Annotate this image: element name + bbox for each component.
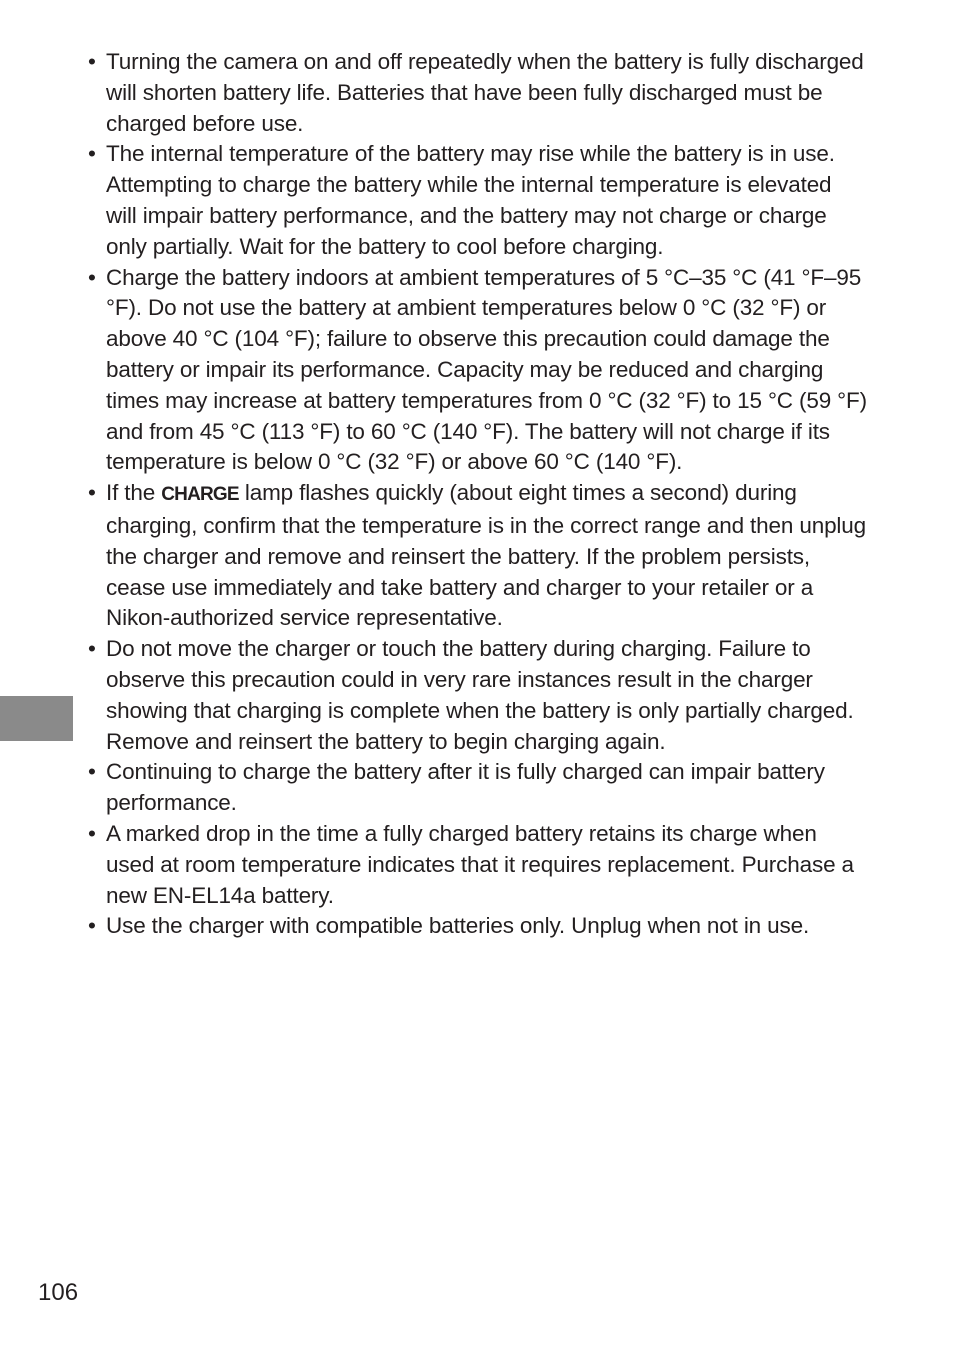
list-item xyxy=(88,263,868,479)
bullet-text: Do not move the charger or touch the battery during charging. Failure to observe this precaution could in very rare instances result in the charger showing that charging is complete when the battery is only partially charged. Remove and reinsert the battery to begin charging again. xyxy=(106,636,854,754)
bullet-text: Use the charger with compatible batteries only. Unplug when not in use. xyxy=(106,913,810,939)
bullet-text xyxy=(106,478,868,634)
page-number: 106 xyxy=(38,1279,79,1306)
bullet-text-after: lamp flashes quickly (about eight times a second) during charging, confirm that the temperature is in the correct range and then unplug the charger and remove and reinsert the battery. If the problem persists, cease use immediately and take battery and charger to your retailer or a Nikon-authorized service representative. xyxy=(106,480,867,631)
list-item xyxy=(88,757,868,819)
list-item xyxy=(88,819,868,911)
bullet-text: Turning the camera on and off repeatedly when the battery is fully discharged will shorten battery life. Batteries that have been fully discharged must be charged before use. xyxy=(106,49,864,136)
list-item xyxy=(88,47,868,139)
list-item xyxy=(88,139,868,262)
bullet-marker: • xyxy=(88,759,96,785)
list-item xyxy=(88,911,868,942)
bullet-text: Continuing to charge the battery after it is fully charged can impair battery performance. xyxy=(106,759,825,816)
bullet-text-before: If the xyxy=(106,480,162,506)
bullet-marker: • xyxy=(88,141,96,167)
bullet-marker: • xyxy=(88,913,96,939)
bullet-list xyxy=(88,47,868,942)
bullet-marker: • xyxy=(88,49,96,74)
list-item xyxy=(88,478,868,634)
bullet-text: A marked drop in the time a fully charged battery retains its charge when used at room temperature indicates that it requires replacement. Purchase a new EN-EL14a battery. xyxy=(106,820,854,908)
bullet-marker: • xyxy=(88,480,96,506)
bullet-marker: • xyxy=(88,636,96,662)
bullet-text: Charge the battery indoors at ambient temperatures of 5 °C–35 °C (41 °F–95 °F). Do not use the battery at ambient temperatures below 0 °C (32 °F) or above 40 °C (104 °F); failure to observe this precaution could damage the battery or impair its performance. Capacity may be reduced and charging times may increase at battery temperatures from 0 °C (32 °F) to 15 °C (59 °F) and from 45 °C (113 °F) to 60 °C (140 °F). The battery will not charge if its temperature is below 0 °C (32 °F) or above 60 °C (140 °F). xyxy=(106,264,867,475)
section-tab xyxy=(0,696,73,741)
charge-lamp-label: CHARGE xyxy=(161,484,239,506)
bullet-text: The internal temperature of the battery may rise while the battery is in use. Attempting to charge the battery while the internal temperature is elevated will impair battery performance, and the battery may not charge or charge only partially. Wait for the battery to cool before charging. xyxy=(106,141,835,259)
list-item xyxy=(88,634,868,757)
bullet-marker: • xyxy=(88,820,96,846)
bullet-marker: • xyxy=(88,264,96,290)
